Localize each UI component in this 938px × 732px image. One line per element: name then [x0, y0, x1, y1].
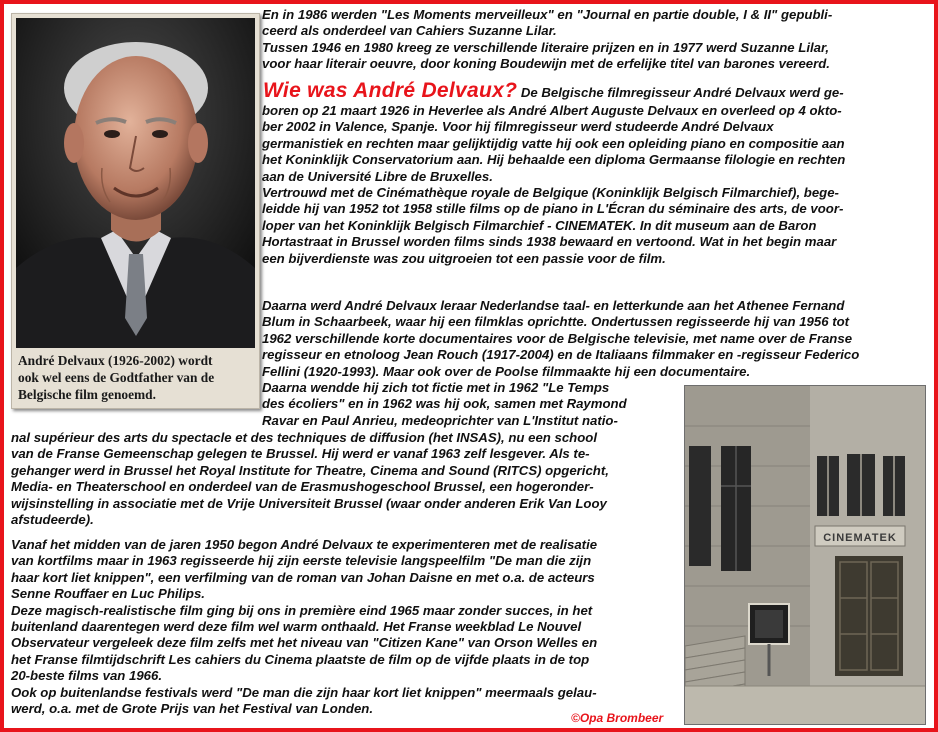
text-line: Fellini (1920-1993). Maar ook over de Poolse filmmaakte hij een documentaire. [262, 363, 751, 379]
section-heading: Wie was André Delvaux? [263, 79, 518, 102]
caption-line-1: André Delvaux (1926-2002) wordt [18, 353, 213, 368]
text-line: des écoliers" en in 1962 was hij ook, samen met Raymond [262, 396, 627, 412]
intro-paragraph [262, 7, 832, 73]
cinematek-building-photo [684, 385, 926, 725]
text-line: Observateur vergeleek deze film zelfs met het niveau van "Citizen Kane" van Orson Welles en [11, 635, 598, 651]
text-line: afstudeerde). [11, 512, 94, 528]
intro-line: ceerd als onderdeel van Cahiers Suzanne Lilar. [262, 23, 557, 39]
caption-line-3: Belgische film genoemd. [18, 387, 156, 402]
text-line: het Koninklijk Conservatorium aan. Hij behaalde een diploma Germaanse filologie en rechten [262, 152, 846, 168]
text-line: 1962 verschillende korte documentaires voor de Belgische televisie, met name over de Franse [262, 330, 853, 346]
text-line: Daarna werd André Delvaux leraar Nederlandse taal- en letterkunde aan het Athenee Fernand [262, 298, 845, 313]
text-line: leidde hij van 1952 tot 1958 stille films op de piano in L'Écran du séminaire des arts, de voor- [262, 201, 844, 217]
intro-line: Tussen 1946 en 1980 kreeg ze verschillende literaire prijzen en in 1977 werd Suzanne Lilar, [262, 39, 830, 55]
building-illustration [685, 386, 925, 724]
text-line: 20-beste films van 1966. [11, 668, 163, 684]
portrait-photo [16, 18, 255, 348]
text-line: Ook op buitenlandse festivals werd "De man die zijn haar kort liet knippen" meermaals gelau- [11, 684, 597, 700]
text-line: Senne Rouffaer en Luc Philips. [11, 586, 205, 602]
text-line: het Franse filmtijdschrift Les cahiers du Cinema plaatste de film op de vijfde plaats in de top [11, 651, 590, 667]
paragraph-fiction [262, 380, 627, 429]
text-line: ber 2002 in Valence, Spanje. Voor hij filmregisseur werd studeerde André Delvaux [262, 119, 774, 135]
text-line: Daarna wendde hij zich tot fictie met in 1962 "Le Temps [262, 380, 610, 395]
text-line: regisseur en etnoloog Jean Rouch (1917-2004) en de Italiaans filmmaker en -regisseur Federico [262, 347, 860, 363]
text-line: werd, o.a. met de Grote Prijs van het Festival van Londen. [11, 701, 374, 717]
text-line: Vertrouwd met de Cinémathèque royale de Belgique (Koninklijk Belgisch Filmarchief), bege- [262, 185, 839, 201]
text-line: wijsinstelling in associatie met de Vrije Universiteit Brussel (waar onder anderen Erik Van Looy [11, 495, 607, 511]
intro-line: En in 1986 werden "Les Moments merveilleux" en "Journal en partie double, I & II" gepubli- [262, 7, 833, 22]
text-line: Ravar en Paul Anrieu, medeoprichter van L'Institut natio- [262, 412, 618, 428]
building-sign-text: CINEMATEK [823, 532, 897, 544]
text-line: loper van het Koninklijk Belgisch Filmarchief - CINEMATEK. In dit museum aan de Baron [262, 217, 817, 233]
paragraph-teaching [262, 298, 859, 380]
paragraph-insas [11, 430, 609, 528]
text-line: Vanaf het midden van de jaren 1950 begon André Delvaux te experimenteren met de realisatie [11, 537, 598, 552]
text-line: germanistiek en rechten maar gelijktijdig vatte hij ook een opleiding piano en compositie aan [262, 135, 845, 151]
text-line: Blum in Schaarbeek, waar hij een filmklas oprichtte. Ondertussen regisseerde hij van 1956 tot [262, 314, 850, 330]
text-line: nal supérieur des arts du spectacle et des techniques de diffusion (het INSAS), nu een school [11, 430, 597, 445]
paragraph-biography [262, 103, 845, 267]
text-line: aan de Université Libre de Bruxelles. [262, 168, 493, 184]
text-line: Hortastraat in Brussel worden films sinds 1938 bewaard en vertoond. Wat in het begin maar [262, 234, 837, 250]
portrait-illustration [16, 18, 255, 348]
text-line: gehanger werd in Brussel het Royal Institute for Theatre, Cinema and Sound (RITCS) opgericht, [11, 462, 609, 478]
paragraph-film [11, 537, 597, 717]
heading-line [263, 79, 844, 105]
text-line: buitenland daarentegen werd deze film wel warm onthaald. Het Franse weekblad Le Nouvel [11, 619, 582, 635]
text-line: Deze magisch-realistische film ging bij ons in première eind 1965 maar zonder succes, in het [11, 602, 593, 618]
text-line: van de Franse Gemeenschap gelegen te Brussel. Hij werd er vanaf 1963 zelf lesgever. Als te- [11, 446, 590, 462]
text-line: een bijverdienste was zou uitgroeien tot een passie voor de film. [262, 250, 666, 266]
heading-line-rest: De Belgische filmregisseur André Delvaux werd ge- [517, 85, 844, 100]
intro-line: voor haar literair oeuvre, door koning Boudewijn met de erfelijke titel van barones vereerd. [262, 56, 830, 72]
text-line: haar kort liet knippen", een verfilming van de roman van Johan Daisne en met o.a. de acteurs [11, 569, 595, 585]
text-line: Media- en Theaterschool en onderdeel van de Erasmushogeschool Brussel, een hogeronder- [11, 479, 594, 495]
text-line: boren op 21 maart 1926 in Heverlee als André Albert Auguste Delvaux en overleed op 4 okto- [262, 103, 842, 118]
caption-line-2: ook wel eens de Godtfather van de [18, 370, 215, 385]
portrait-caption [18, 352, 254, 403]
portrait-frame [11, 13, 260, 409]
copyright-notice: ©Opa Brombeer [571, 711, 664, 725]
text-line: van kortfilms maar in 1963 regisseerde hij zijn eerste televisie langspeelfilm "De man die zijn [11, 553, 592, 569]
